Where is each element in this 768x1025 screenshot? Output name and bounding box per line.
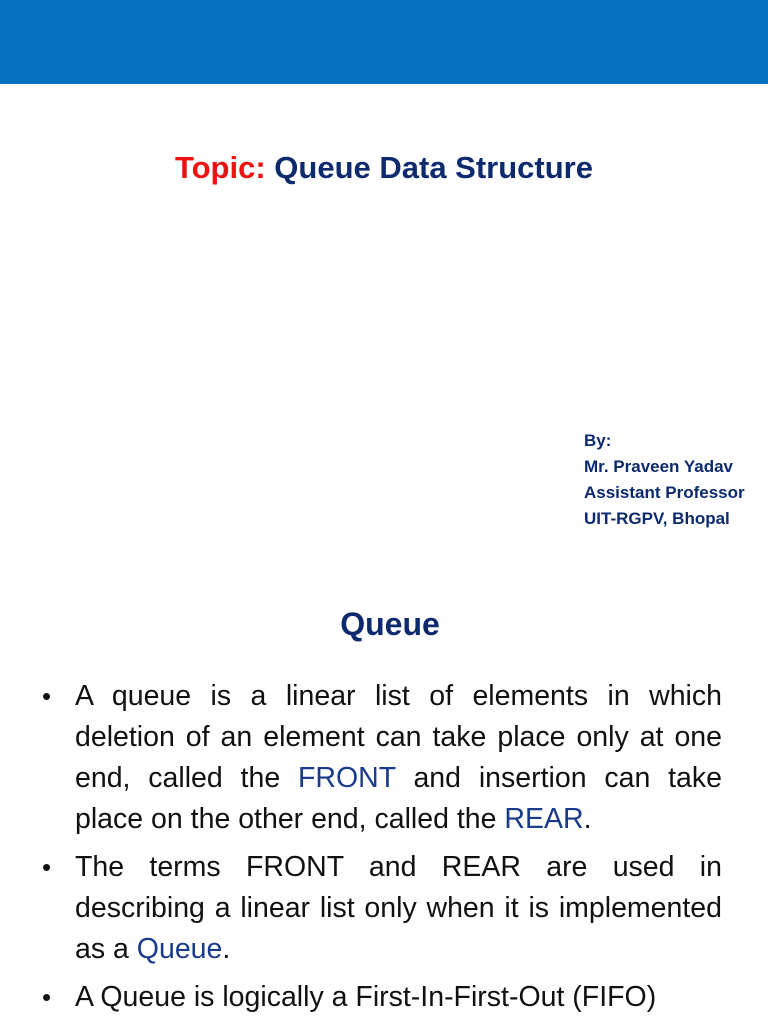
bullet-text: .	[583, 803, 592, 835]
bullet-icon: •	[42, 982, 52, 1012]
author-designation: Assistant Professor	[584, 483, 745, 502]
bullet-list	[40, 676, 722, 1025]
title-prefix: Topic:	[174, 150, 266, 185]
title-main: Queue Data Structure	[274, 150, 593, 185]
section-heading: Queue	[340, 606, 440, 642]
bullet-icon: •	[42, 852, 52, 882]
slide-title	[0, 150, 768, 186]
keyword-front: FRONT	[298, 762, 396, 794]
bullet-icon: •	[42, 681, 52, 711]
bullet-item	[40, 676, 722, 840]
header-bar	[0, 0, 768, 84]
bullet-item	[40, 847, 722, 970]
keyword-queue: Queue	[136, 933, 223, 965]
bullet-text: and insertion can take place on the other end, called the	[75, 762, 722, 835]
author-by: By:	[584, 431, 612, 450]
bullet-item	[40, 977, 722, 1018]
author-name: Mr. Praveen Yadav	[584, 457, 734, 476]
bullet-text: The terms FRONT and REAR are used in describing a linear list only when it is implemented as a	[75, 851, 722, 965]
author-institution: UIT-RGPV, Bhopal	[584, 509, 730, 528]
bullet-text: .	[222, 933, 231, 965]
author-block	[584, 428, 745, 532]
bullet-text: A queue is a linear list of elements in which deletion of an element can take place only at one end, called the	[75, 680, 722, 794]
bullet-text: A Queue is logically a First-In-First-Out (FIFO)	[75, 981, 657, 1013]
keyword-rear: REAR	[504, 803, 584, 835]
